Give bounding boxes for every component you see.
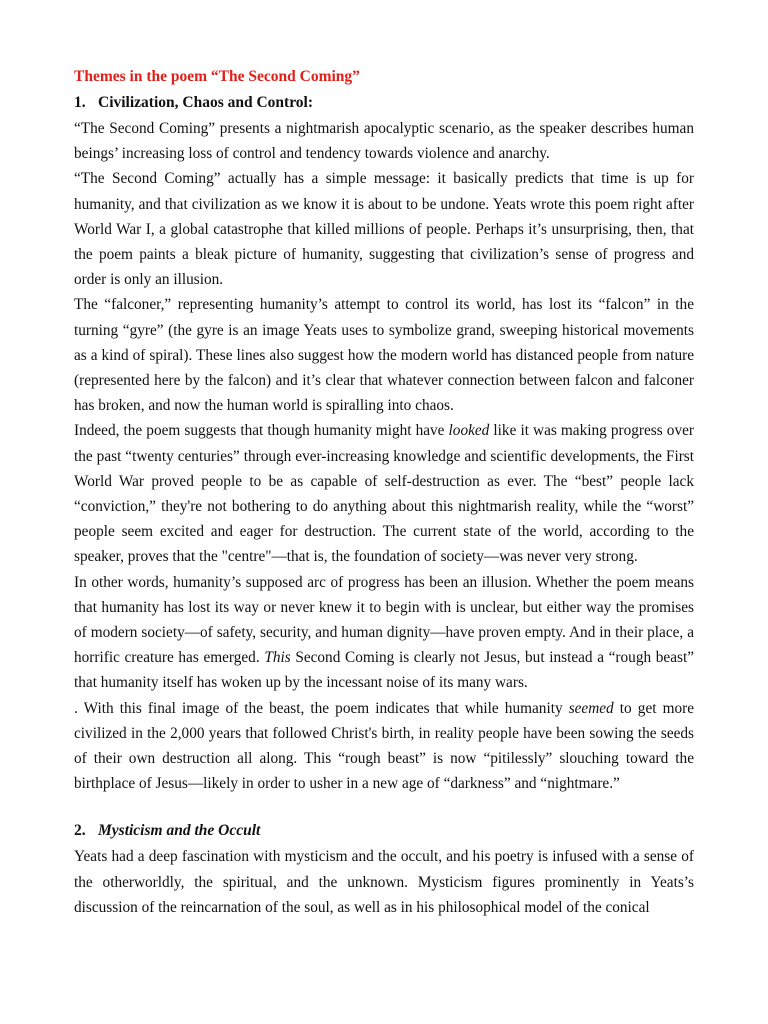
document-body <box>74 64 694 920</box>
section-1-paragraph-2: “The Second Coming” actually has a simple message: it basically predicts that time is up for humanity, and that civilization as we know it is about to be undone. Yeats wrote this poem right after World War I, a global catastrophe that killed millions of people. Perhaps it’s unsurprising, then, that the poem paints a bleak picture of humanity, suggesting that civilization’s sense of progress and order is only an illusion. <box>74 170 694 289</box>
section-2-paragraph-1: Yeats had a deep fascination with mysticism and the occult, and his poetry is infused with a sense of the otherworldly, the spiritual, and the unknown. Mysticism figures prominently in Yeats’s discussion of the reincarnation of the soul, as well as in his philosophical model of the conical <box>74 848 694 916</box>
section-1-heading <box>74 90 694 116</box>
section-1-paragraph-5 <box>74 570 694 696</box>
paragraph-5-text-b: Second Coming is clearly not Jesus, but instead a “rough beast” that humanity itself has woken up by the incessant noise of its many wars. <box>74 649 694 692</box>
document-title: Themes in the poem “The Second Coming” <box>74 68 360 85</box>
section-spacer <box>74 796 694 818</box>
paragraph-6-emphasis: seemed <box>568 699 614 717</box>
section-2-number: 2. <box>74 822 86 840</box>
section-1-paragraph-4 <box>74 418 694 569</box>
section-2-heading <box>74 818 694 844</box>
section-1-number: 1. <box>74 94 86 111</box>
paragraph-5-text-a: In other words, humanity’s supposed arc of progress has been an illusion. Whether the poem means that humanity has lost its way or never knew it to begin with is unclear, but either way the promises of modern society—of safety, security, and human dignity—have proven empty. And in their place, a horrific creature has emerged. <box>74 573 694 667</box>
section-1-heading-text: Civilization, Chaos and Control: <box>98 94 314 111</box>
paragraph-5-emphasis: This <box>264 649 291 667</box>
paragraph-6-text-a: . With this final image of the beast, the poem indicates that while humanity <box>74 699 569 717</box>
section-1-paragraph-3: The “falconer,” representing humanity’s attempt to control its world, has lost its “falcon” in the turning “gyre” (the gyre is an image Yeats uses to symbolize grand, sweeping historical movements as a kind of spiral). These lines also suggest how the modern world has distanced people from nature (represented here by the falcon) and it’s clear that whatever connection between falcon and falconer has broken, and now the human world is spiralling into chaos. <box>74 296 694 415</box>
paragraph-4-text-b: like it was making progress over the past “twenty centuries” through ever-increasing knowledge and scientific developments, the First World War proved people to be as capable of self-destruction as ever. The “best” people lack “conviction,” they're not bothering to do anything about this nightmarish reality, while the “worst” people seem excited and eager for destruction. The current state of the world, according to the speaker, proves that the "centre"—that is, the foundation of society—was never very strong. <box>74 422 694 566</box>
paragraph-4-text-a: Indeed, the poem suggests that though humanity might have <box>74 422 449 440</box>
section-2-heading-text: Mysticism and the Occult <box>98 822 261 840</box>
paragraph-6-text-b: to get more civilized in the 2,000 years that followed Christ's birth, in reality people have been sowing the seeds of their own destruction all along. This “rough beast” is now “pitilessly” slouching toward the birthplace of Jesus—likely in order to usher in a new age of “darkness” and “nightmare.” <box>74 699 694 793</box>
section-1-paragraph-6 <box>74 696 694 797</box>
paragraph-4-emphasis: looked <box>448 422 490 440</box>
section-1-paragraph-1: “The Second Coming” presents a nightmarish apocalyptic scenario, as the speaker describes human beings’ increasing loss of control and tendency towards violence and anarchy. <box>74 120 694 163</box>
